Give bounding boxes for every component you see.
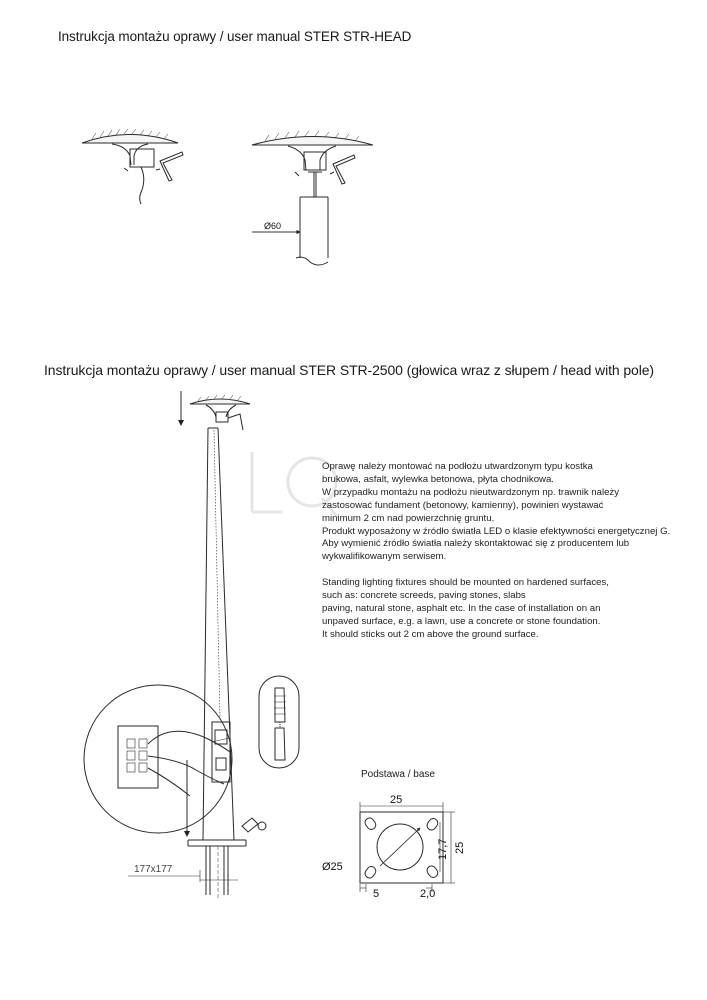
luminaire-head-left — [82, 129, 183, 204]
luminaire-head-right — [252, 131, 373, 265]
connector-detail — [259, 676, 299, 768]
head-manual-title: Instrukcja montażu oprawy / user manual STER STR-HEAD — [58, 29, 412, 44]
pole-manual-title: Instrukcja montażu oprawy / user manual STER STR-2500 (głowica wraz z słupem / head with pole) — [44, 362, 654, 378]
inner-dimension-label: 17,7 — [437, 838, 449, 860]
base-plate-dimension: 177x177 — [134, 864, 173, 875]
pl-line: Produkt wyposażony w źródło światła LED o klasie efektywności energetycznej G. — [322, 525, 671, 537]
en-line: It should sticks out 2 cm above the ground surface. — [322, 628, 539, 640]
pole-assembly — [128, 391, 266, 900]
instructions-polish — [322, 461, 694, 564]
instructions-english — [322, 577, 682, 642]
en-line: Standing lighting fixtures should be mounted on hardened surfaces, — [322, 577, 609, 588]
base-height-label: 25 — [454, 841, 466, 854]
pl-line: W przypadku montażu na podłożu nieutwardzonym np. trawnik należy — [322, 486, 620, 498]
bottom-left-dimension: 5 — [373, 888, 380, 900]
en-line: unpaved surface, e.g. a lawn, use a concrete or stone foundation. — [322, 615, 601, 627]
base-width-label: 25 — [390, 794, 403, 806]
terminal-detail — [84, 685, 232, 833]
pl-line: Oprawę należy montować na podłożu utwardzonym typu kostka — [322, 461, 593, 472]
en-line: paving, natural stone, asphalt etc. In the case of installation on an — [322, 602, 601, 614]
pl-line: minimum 2 cm nad powierzchnię gruntu. — [322, 512, 495, 524]
pl-line: wykwalifikowanym serwisem. — [322, 551, 447, 563]
base-title: Podstawa / base — [361, 769, 435, 780]
hole-diameter-label: Ø25 — [322, 861, 343, 873]
pl-line: brukowa, asfalt, wylewka betonowa, płyta chodnikowa. — [322, 473, 554, 485]
en-line: such as: concrete screeds, paving stones, slabs — [322, 589, 526, 601]
bottom-right-dimension: 2,0 — [420, 888, 436, 900]
pl-line: Aby wymienić źródło światła należy skontaktować się z producentem lub — [322, 538, 630, 550]
pole-diameter-label: Ø60 — [264, 221, 282, 231]
pl-line: zastosować fundament (betonowy, kamienny), powinien wystawać — [322, 499, 604, 511]
